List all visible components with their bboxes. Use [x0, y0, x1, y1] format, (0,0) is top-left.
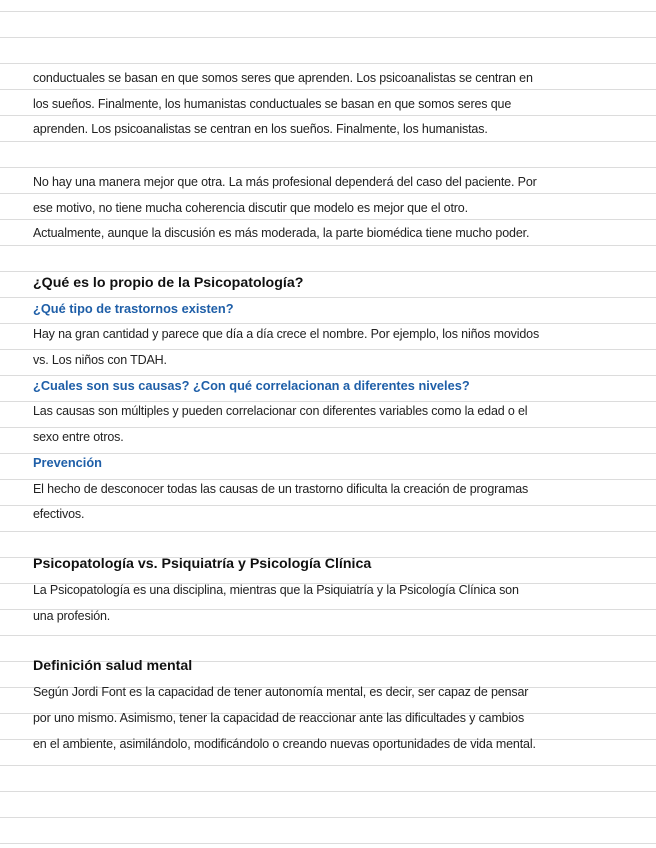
body-text-line: El hecho de desconocer todas las causas de un trastorno dificulta la creación de programas	[33, 482, 529, 496]
body-text-line: ese motivo, no tiene mucha coherencia discutir que modelo es mejor que el otro.	[33, 201, 468, 215]
body-text-line: por uno mismo. Asimismo, tener la capacidad de reaccionar ante las dificultades y cambios	[33, 711, 525, 725]
section-heading-psicopatologia: ¿Qué es lo propio de la Psicopatología?	[33, 275, 304, 291]
body-text-line: efectivos.	[33, 507, 85, 521]
body-text-line: una profesión.	[33, 609, 111, 623]
section-heading-psicopatologia-vs: Psicopatología vs. Psiquiatría y Psicología Clínica	[33, 556, 372, 572]
body-text-line: vs. Los niños con TDAH.	[33, 353, 167, 367]
section-heading-salud-mental: Definición salud mental	[33, 658, 193, 674]
body-text-line: La Psicopatología es una disciplina, mientras que la Psiquiatría y la Psicología Clínica son	[33, 583, 519, 597]
body-text-line: No hay una manera mejor que otra. La más profesional dependerá del caso del paciente. Por	[33, 175, 537, 189]
body-text-line: aprenden. Los psicoanalistas se centran en los sueños. Finalmente, los humanistas.	[33, 122, 488, 136]
body-text-line: Según Jordi Font es la capacidad de tener autonomía mental, es decir, ser capaz de pensar	[33, 685, 529, 699]
body-text-line: Las causas son múltiples y pueden correlacionar con diferentes variables como la edad o el	[33, 404, 528, 418]
subheading-causas: ¿Cuales son sus causas? ¿Con qué correlacionan a diferentes niveles?	[33, 378, 470, 393]
body-text-line: Hay na gran cantidad y parece que día a día crece el nombre. Por ejemplo, los niños movidos	[33, 327, 540, 341]
body-text-line: sexo entre otros.	[33, 430, 124, 444]
body-text-line: los sueños. Finalmente, los humanistas conductuales se basan en que somos seres que	[33, 97, 512, 111]
body-text-line: en el ambiente, asimilándolo, modificándolo o creando nuevas oportunidades de vida mental.	[33, 737, 536, 751]
body-text-line: Actualmente, aunque la discusión es más moderada, la parte biomédica tiene mucho poder.	[33, 226, 530, 240]
subheading-tipo-trastornos: ¿Qué tipo de trastornos existen?	[33, 301, 234, 316]
subheading-prevencion: Prevención	[33, 455, 102, 470]
body-text-line: conductuales se basan en que somos seres que aprenden. Los psicoanalistas se centran en	[33, 71, 533, 85]
